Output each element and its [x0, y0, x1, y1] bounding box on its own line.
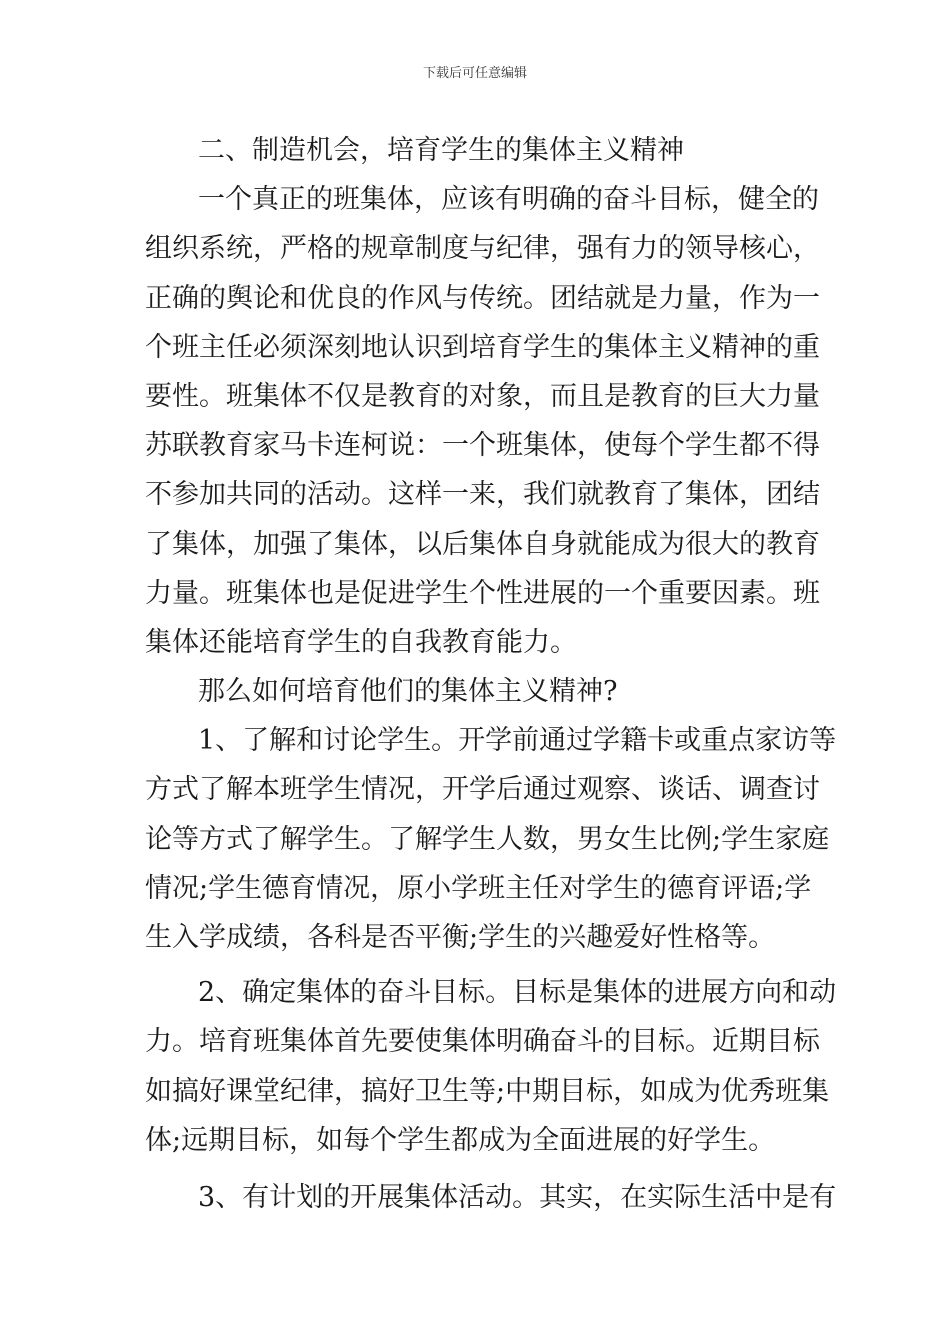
- paragraph-line: 一个真正的班集体，应该有明确的奋斗目标，健全的: [198, 184, 819, 216]
- paragraph-line: 个班主任必须深刻地认识到培育学生的集体主义精神的重: [145, 331, 820, 363]
- paragraph-line: 3、有计划的开展集体活动。其实，在实际生活中是有: [198, 1181, 837, 1213]
- paragraph-line: 力。培育班集体首先要使集体明确奋斗的目标。近期目标: [145, 1026, 820, 1058]
- paragraph-collective-intro: [145, 175, 820, 667]
- paragraph-line: 正确的舆论和优良的作风与传统。团结就是力量，作为一: [145, 282, 820, 314]
- paragraph-line: 论等方式了解学生。了解学生人数，男女生比例;学生家庭: [145, 823, 830, 855]
- paragraph-line: 情况;学生德育情况，原小学班主任对学生的德育评语;学: [145, 872, 812, 904]
- paragraph-line: 力量。班集体也是促进学生个性进展的一个重要因素。班: [145, 577, 820, 609]
- paragraph-line: 1、了解和讨论学生。开学前通过学籍卡或重点家访等: [198, 725, 837, 757]
- item-understand-students: [145, 716, 837, 962]
- item-set-goals: [145, 968, 837, 1165]
- paragraph-line: 要性。班集体不仅是教育的对象，而且是教育的巨大力量: [145, 380, 820, 412]
- paragraph-line: 了集体，加强了集体，以后集体自身就能成为很大的教育: [145, 528, 820, 560]
- item-plan-activities: [145, 1173, 837, 1222]
- paragraph-line: 如搞好课堂纪律，搞好卫生等;中期目标，如成为优秀班集: [145, 1075, 830, 1107]
- paragraph-line: 苏联教育家马卡连柯说：一个班集体，使每个学生都不得: [145, 430, 820, 462]
- page-header-note: 下载后可任意编辑: [422, 66, 527, 81]
- paragraph-line: 体;远期目标，如每个学生都成为全面进展的好学生。: [145, 1124, 776, 1156]
- paragraph-line: 生入学成绩，各科是否平衡;学生的兴趣爱好性格等。: [145, 922, 776, 953]
- document-body: [145, 126, 837, 1222]
- paragraph-line: 2、确定集体的奋斗目标。目标是集体的进展方向和动: [198, 977, 837, 1009]
- paragraph-line: 方式了解本班学生情况，开学后通过观察、谈话、调查讨: [145, 774, 820, 806]
- question-line: 那么如何培育他们的集体主义精神?: [198, 676, 618, 708]
- paragraph-line: 组织系统，严格的规章制度与纪律，强有力的领导核心，: [145, 233, 820, 265]
- paragraph-line: 集体还能培育学生的自我教育能力。: [145, 626, 577, 658]
- section-title: 二、制造机会，培育学生的集体主义精神: [198, 135, 684, 166]
- paragraph-line: 不参加共同的活动。这样一来，我们就教育了集体，团结: [145, 479, 820, 511]
